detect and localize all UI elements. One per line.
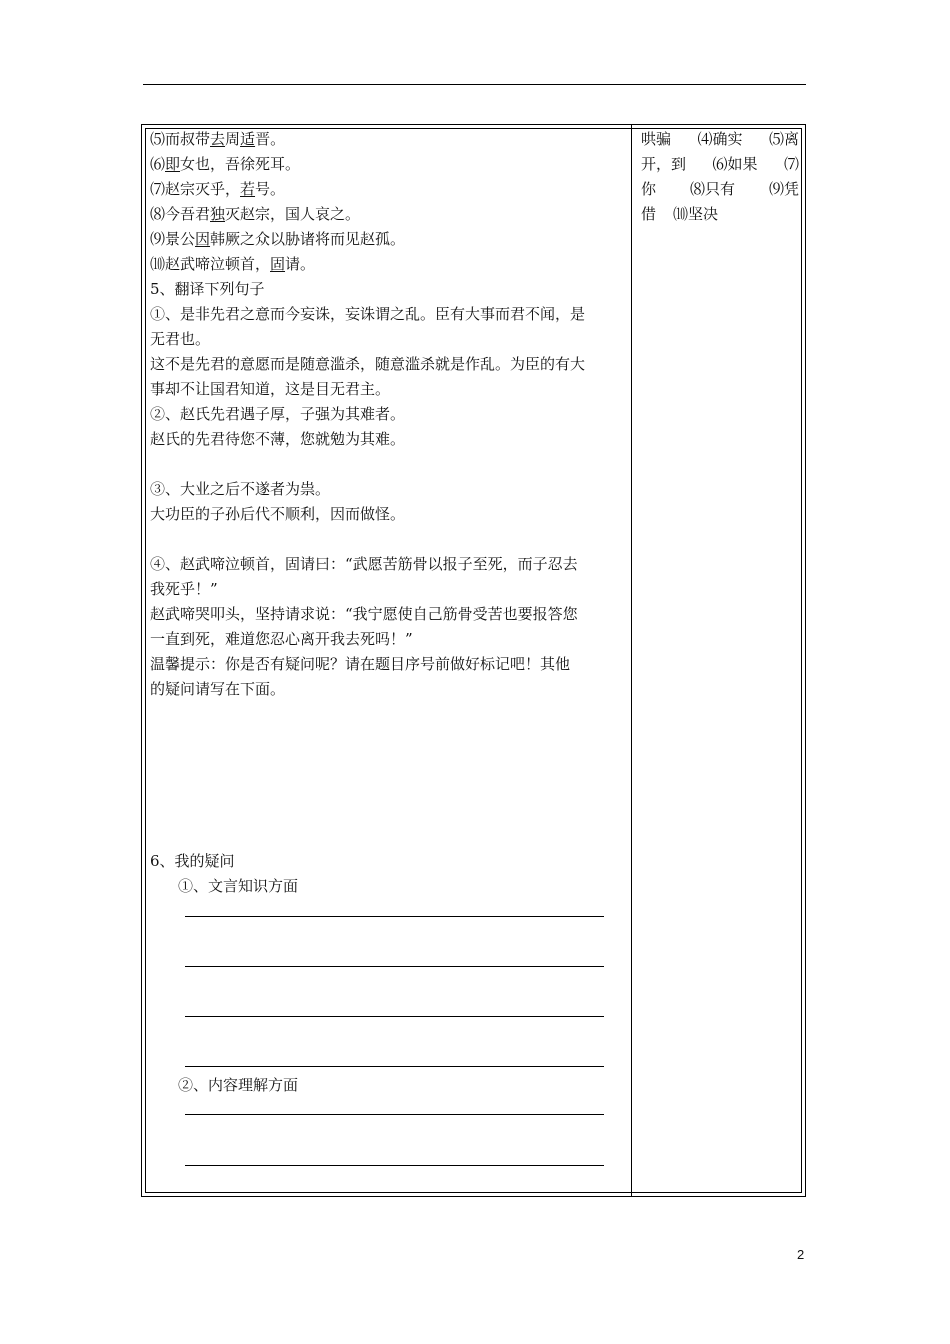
answer-blank-line[interactable] <box>185 1016 604 1017</box>
vocab-item: ⑸而叔带去周适晋。 <box>150 130 286 148</box>
q4-answer: 一直到死，难道您忍心离开我去死吗！” <box>150 630 413 648</box>
answer-row: 你 ⑻只有 ⑼凭 <box>641 180 799 198</box>
q1-answer: 这不是先君的意愿而是随意滥杀，随意滥杀就是作乱。为臣的有大 <box>150 355 586 373</box>
vocab-item: ⑻今吾君独灭赵宗，国人哀之。 <box>150 205 361 223</box>
q1-answer: 事却不让国君知道，这是目无君主。 <box>150 380 391 398</box>
sub-heading-knowledge: ①、文言知识方面 <box>178 877 299 895</box>
q4-answer: 赵武啼哭叩头，坚持请求说：“我宁愿使自己筋骨受苦也要报答您 <box>150 605 578 623</box>
section5-heading: 5、翻译下列句子 <box>150 280 265 298</box>
q1-text: 无君也。 <box>150 330 211 348</box>
page-number: 2 <box>797 1247 805 1262</box>
vocab-item: ⑽赵武啼泣顿首，固请。 <box>150 255 316 273</box>
q3-text: ③、大业之后不遂者为祟。 <box>150 480 331 498</box>
q2-text: ②、赵氏先君遇子厚，子强为其难者。 <box>150 405 406 423</box>
vocab-item: ⑹即女也，吾徐死耳。 <box>150 155 301 173</box>
answer-blank-line[interactable] <box>185 966 604 967</box>
answer-blank-line[interactable] <box>185 916 604 917</box>
q2-answer: 赵氏的先君待您不薄，您就勉为其难。 <box>150 430 406 448</box>
answer-blank-line[interactable] <box>185 1165 604 1166</box>
answer-row: 哄骗 ⑷确实 ⑸离 <box>641 130 799 148</box>
answer-blank-line[interactable] <box>185 1114 604 1115</box>
header-rule <box>143 84 806 85</box>
q3-answer: 大功臣的子孙后代不顺利，因而做怪。 <box>150 505 406 523</box>
answer-blank-line[interactable] <box>185 1066 604 1067</box>
section6-heading: 6、我的疑问 <box>150 852 235 870</box>
answer-row: 开，到 ⑹如果 ⑺ <box>641 155 799 173</box>
tip-text: 温馨提示：你是否有疑问呢？请在题目序号前做好标记吧！其他 <box>150 655 571 673</box>
q4-text: ④、赵武啼泣顿首，固请曰：“武愿苦筋骨以报子至死，而子忍去 <box>150 555 578 573</box>
vocab-item: ⑼景公因韩厥之众以胁诸将而见赵孤。 <box>150 230 406 248</box>
sub-heading-content: ②、内容理解方面 <box>178 1076 299 1094</box>
answer-row: 借 ⑽坚决 <box>641 205 719 223</box>
q4-text: 我死乎！” <box>150 580 218 598</box>
q1-text: ①、是非先君之意而今妄诛，妄诛谓之乱。臣有大事而君不闻，是 <box>150 305 586 323</box>
tip-text: 的疑问请写在下面。 <box>150 680 286 698</box>
vocab-item: ⑺赵宗灭乎，若号。 <box>150 180 286 198</box>
column-divider <box>631 124 632 1197</box>
